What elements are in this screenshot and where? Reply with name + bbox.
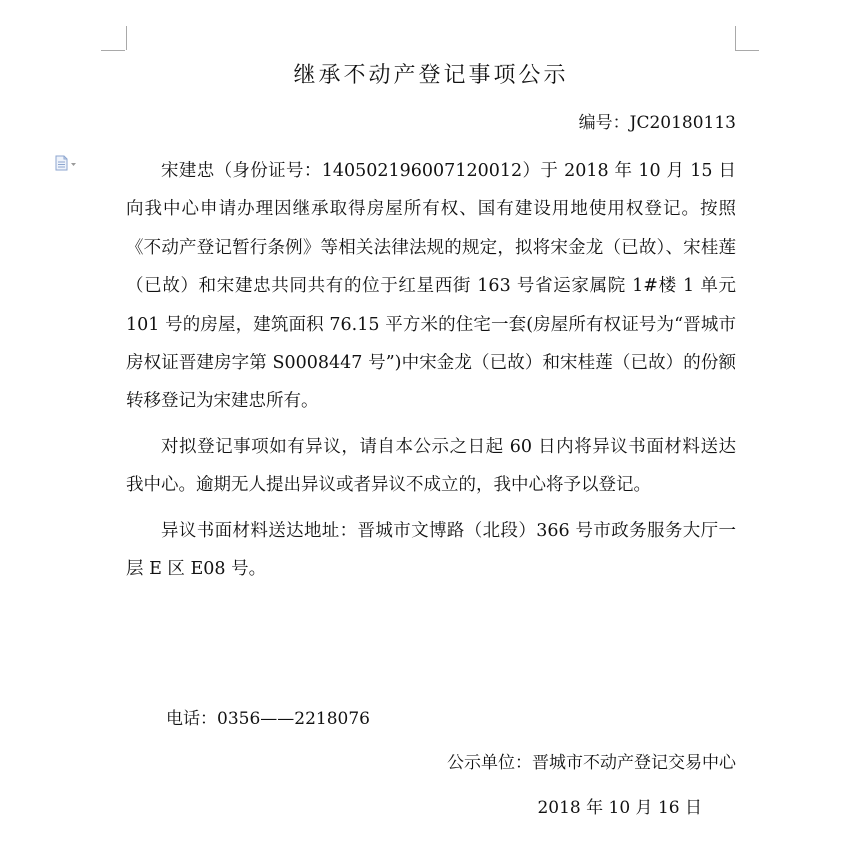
date-line: 2018 年 10 月 16 日 — [537, 798, 702, 818]
phone-line: 电话：0356——2218076 — [166, 709, 370, 729]
issuer-line: 公示单位：晋城市不动产登记交易中心 — [447, 753, 736, 773]
serial-number: 编号：JC20180113 — [578, 113, 736, 133]
document-title: 继承不动产登记事项公示 — [293, 63, 569, 88]
page-corner-mark-top-left — [101, 26, 127, 52]
document-body — [126, 152, 736, 595]
paragraph-objection-notice: 对拟登记事项如有异议，请自本公示之日起 60 日内将异议书面材料送达我中心。逾期无人提出异议或者异议不成立的，我中心将予以登记。 — [126, 436, 736, 496]
paragraph-objection-address: 异议书面材料送达地址：晋城市文博路（北段）366 号市政务服务大厅一层 E 区 E08 号。 — [126, 520, 736, 580]
paragraph-application: 宋建忠（身份证号：140502196007120012）于 2018 年 10 月 15 日向我中心申请办理因继承取得房屋所有权、国有建设用地使用权登记。按照《不动产登记暂行条例》等相关法律法规的规定，拟将宋金龙（已故）、宋桂莲（已故）和宋建忠共同共有的位于红星西街 163 号省运家属院 1#楼 1 单元 101 号的房屋，建筑面积 76.15 平方米的住宅一套(房屋所有权证号为“晋城市房权证晋建房字第 S0008447 号”)中宋金龙（已故）和宋桂莲（已故）的份额转移登记为宋建忠所有。 — [126, 161, 736, 412]
document-options-icon[interactable] — [55, 155, 79, 171]
page-corner-mark-top-right — [735, 26, 761, 52]
